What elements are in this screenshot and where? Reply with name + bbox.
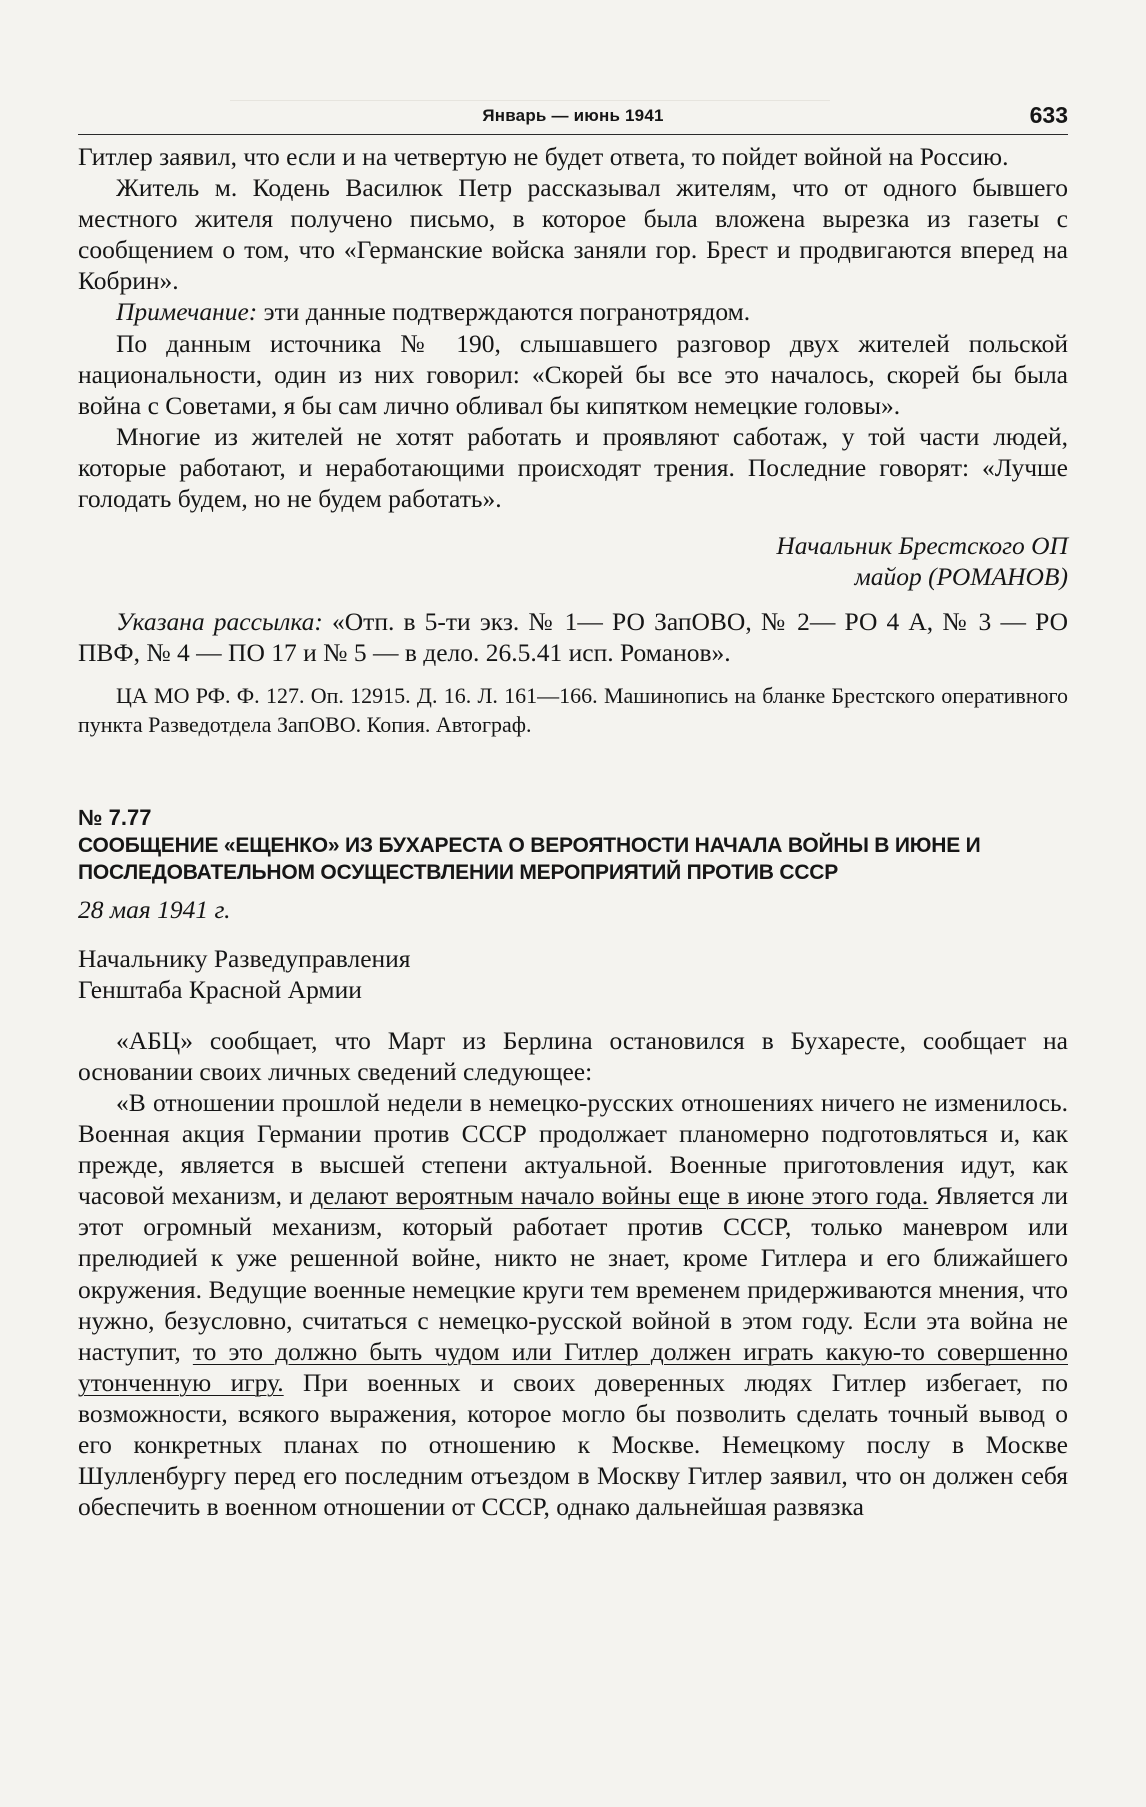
running-header <box>78 104 1068 135</box>
page-body <box>78 141 1068 1522</box>
report-paragraph <box>78 1087 1068 1522</box>
report-text: «В отношении прошлой недели в немецко-русских отношениях ничего не изменилось. Военная акция Германии против СССР продолжает планомерно подготовляться и, как прежде, является в высшей степени актуальной. Военные приготовления идут, как часовой механизм, и <box>78 1087 1068 1211</box>
addressee-block <box>78 943 1068 1005</box>
document-title: СООБЩЕНИЕ «ЕЩЕНКО» ИЗ БУХАРЕСТА О ВЕРОЯТНОСТИ НАЧАЛА ВОЙНЫ В ИЮНЕ И ПОСЛЕДОВАТЕЛЬНОМ ОСУЩЕСТВЛЕНИИ МЕРОПРИЯТИЙ ПРОТИВ СССР <box>78 833 981 884</box>
document-date: 28 мая 1941 г. <box>78 894 231 924</box>
underlined-text: то это должно быть чудом или Гитлер должен играть какую-то совершенно утонченную игру. <box>78 1336 1068 1397</box>
note-text: эти данные подтверждаются погранотрядом. <box>257 297 751 327</box>
addressee-line: Генштаба Красной Армии <box>78 974 362 1004</box>
distribution-label: Указана рассылка: <box>116 607 323 637</box>
running-title: Январь — июнь 1941 <box>482 106 664 125</box>
paragraph: Житель м. Кодень Василюк Петр рассказывал жителям, что от одного бывшего местного жителя получено письмо, в которое была вложена вырезка из газеты с сообщением о том, что «Германские войска заняли гор. Брест и продвигаются вперед на Кобрин». <box>78 173 1068 296</box>
paragraph: Гитлер заявил, что если и на четвертую не будет ответа, то пойдет войной на Россию. <box>78 142 1009 171</box>
addressee-line: Начальнику Разведуправления <box>78 943 411 973</box>
page-number: 633 <box>1029 102 1068 128</box>
signature-position: Начальник Брестского ОП <box>776 531 1068 561</box>
signature-block <box>78 530 1068 592</box>
report-text: При военных и своих доверенных людях Гитлер избегает, по возможности, всякого выражения, которое могло бы позволить сделать точный вывод о его конкретных планах по отношению к Москве. Немецкому послу в Москве Шулленбургу перед его последним отъездом в Москву Гитлер заявил, что он должен себя обеспечить в военном отношении от СССР, однако дальнейшая развязка <box>78 1367 1068 1522</box>
underlined-text: делают вероятным начало войны еще в июне этого года. <box>310 1181 929 1211</box>
signature-name: майор (РОМАНОВ) <box>854 562 1068 592</box>
distribution-note <box>78 606 1068 668</box>
report-text: Является ли этот огромный механизм, который работает против СССР, только маневром или прелюдией к уже решенной войне, никто не знает, кроме Гитлера и его ближайшего окружения. Ведущие военные немецкие круги тем временем придерживаются мнения, что нужно, безусловно, считаться с немецко-русской войной в этом году. Если эта война не наступит, <box>78 1181 1069 1366</box>
intro-paragraph: «АБЦ» сообщает, что Март из Берлина остановился в Бухаресте, сообщает на основании своих личных сведений следующее: <box>78 1025 1068 1086</box>
note-label: Примечание: <box>116 297 258 327</box>
document-number: № 7.77 <box>78 804 152 830</box>
note-paragraph <box>78 296 1068 327</box>
distribution-text: «Отп. в 5-ти экз. № 1— РО ЗапОВО, № 2— РО 4 А, № 3 — РО ПВФ, № 4 — ПО 17 и № 5 — в дело. 26.5.41 исп. Романов». <box>78 607 1068 668</box>
paragraph: По данным источника № 190, слышавшего разговор двух жителей польской национальности, один из них говорил: «Скорей бы все это началось, скорей бы была война с Советами, я бы сам лично обливал бы кипятком немецкие головы». <box>78 328 1068 420</box>
paragraph: Многие из жителей не хотят работать и проявляют саботаж, у той части людей, которые работают, и неработающими происходят трения. Последние говорят: «Лучше голодать будем, но не будем работать». <box>78 421 1068 514</box>
archive-source: ЦА МО РФ. Ф. 127. Оп. 12915. Д. 16. Л. 161—166. Машинопись на бланке Брестского оперативного пункта Разведотдела ЗапОВО. Копия. Автограф. <box>78 682 1068 737</box>
